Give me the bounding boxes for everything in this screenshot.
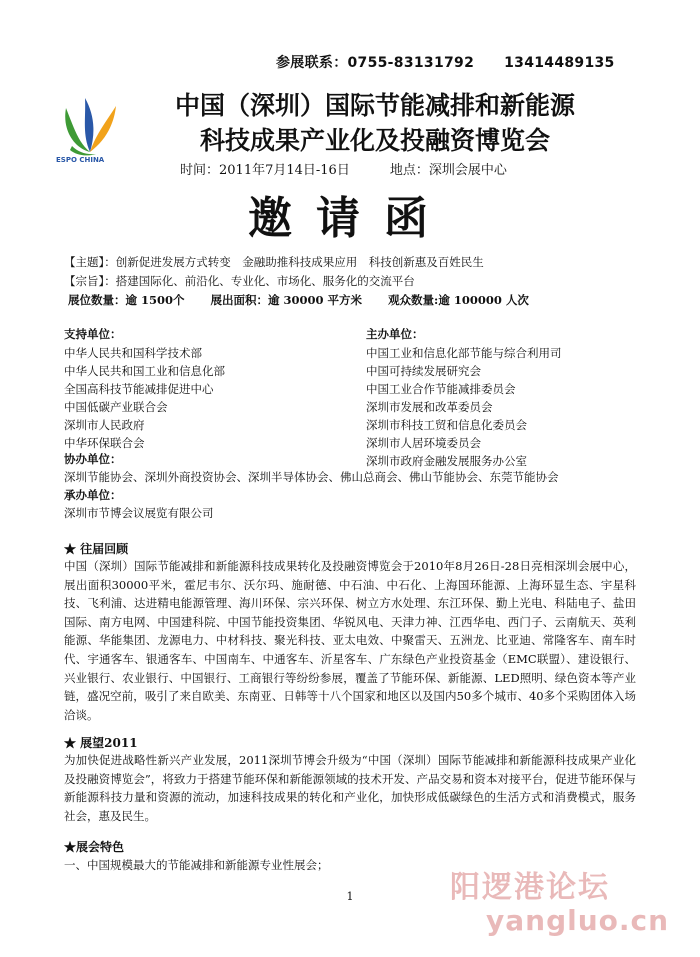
exhibit-contact — [276, 52, 615, 72]
stats-line — [68, 292, 529, 308]
host-item: 深圳市政府金融发展服务办公室 — [366, 454, 527, 468]
review-heading: ★ 往届回顾 — [64, 542, 129, 556]
visitors-value: 逾 100000 人次 — [438, 293, 529, 307]
organizer-text: 深圳市节博会议展览有限公司 — [64, 506, 214, 520]
host-item: 深圳市发展和改革委员会 — [366, 400, 493, 414]
espo-china-logo — [52, 88, 130, 168]
host-item: 深圳市人居环境委员会 — [366, 436, 481, 450]
booths-label: 展位数量： — [68, 293, 126, 307]
hosts-heading: 主办单位： — [366, 327, 424, 341]
area-value: 逾 30000 平方米 — [268, 293, 363, 307]
co-organizers-text: 深圳节能协会、深圳外商投资协会、深圳半导体协会、佛山总商会、佛山节能协会、东莞节能协会 — [64, 470, 559, 484]
supporter-item: 中华人民共和国工业和信息化部 — [64, 364, 225, 378]
page-number: 1 — [346, 890, 354, 903]
supporter-item: 中国低碳产业联合会 — [64, 400, 168, 414]
outlook-heading: ★ 展望2011 — [64, 736, 138, 750]
booths-value: 逾 1500个 — [125, 293, 185, 307]
theme-line: 【主题】：创新促进发展方式转变 金融助推科技成果应用 科技创新惠及百姓民生 — [64, 255, 484, 269]
visitors-label: 观众数量: — [388, 293, 439, 307]
features-heading: ★展会特色 — [64, 840, 125, 854]
co-organizers-heading: 协办单位： — [64, 452, 122, 466]
host-item: 中国可持续发展研究会 — [366, 364, 481, 378]
organizer-heading: 承办单位： — [64, 488, 122, 502]
logo-text: ESPO CHINA — [56, 156, 105, 164]
watermark-domain: yangluo.cn — [486, 904, 670, 937]
supporter-item: 中华人民共和国科学技术部 — [64, 346, 202, 360]
supporter-item: 中华环保联合会 — [64, 436, 145, 450]
supporter-item: 全国高科技节能减排促进中心 — [64, 382, 214, 396]
host-item: 中国工业和信息化部节能与综合利用司 — [366, 346, 562, 360]
time-location — [180, 159, 507, 178]
invitation-title: 邀请函 — [248, 193, 452, 244]
expo-location: 地点：深圳会展中心 — [389, 163, 507, 178]
expo-time: 时间：2011年7月14日-16日 — [180, 163, 350, 178]
contact-label: 参展联系：0755-83131792 — [276, 55, 475, 71]
host-item: 中国工业合作节能减排委员会 — [366, 382, 516, 396]
supporters-heading: 支持单位： — [64, 327, 122, 341]
supporter-item: 深圳市人民政府 — [64, 418, 145, 432]
area-label: 展出面积： — [210, 293, 269, 307]
features-item-1: 一、中国规模最大的节能减排和新能源专业性展会； — [64, 858, 329, 872]
outlook-paragraph: 为加快促进战略性新兴产业发展，2011深圳节博会升级为“中国（深圳）国际节能减排和新能源科技成果产业化及投融资博览会”，将致力于搭建节能环保和新能源领域的技术开发、产品交易和资本对接平台，促进节能环保与新能源科技力量和资源的流动，加速科技成果的转化和产业化，加快形成低碳绿色的生活方式和消费模式，服务社会，惠及民生。 — [64, 753, 636, 823]
contact-phone-2: 13414489135 — [504, 55, 615, 71]
purpose-line: 【宗旨】：搭建国际化、前沿化、专业化、市场化、服务化的交流平台 — [64, 274, 415, 288]
watermark-chinese: 阳逻港论坛 — [450, 870, 610, 905]
expo-title-line-1: 中国（深圳）国际节能减排和新能源 — [174, 91, 575, 120]
review-paragraph: 中国（深圳）国际节能减排和新能源科技成果转化及投融资博览会于2010年8月26日-28日亮相深圳会展中心，展出面积30000平米，霍尼韦尔、沃尔玛、施耐德、中石油、中石化、上海国环能源、上海环显生态、宇星科技、飞利浦、达进精电能源管理、海川环保、宗兴环保、树立方水处理、东江环保、勤上光电、科陆电子、盐田国际、南方电网、中国建科院、中国节能投资集团、华锐风电、天津力神、江西华电、西门子、云南航天、英利能源、华能集团、龙源电力、中材科技、聚光科技、亚太电效、中聚雷天、五洲龙、比亚迪、常隆客车、南车时代、宇通客车、银通客车、中国南车、中通客车、沂星客车、广东绿色产业投资基金（EMC联盟）、建设银行、兴业银行、农业银行、中国银行、工商银行等纷纷参展，覆盖了节能环保、新能源、LED照明、绿色资本等产业链，盛况空前，吸引了来自欧美、东南亚、日韩等十八个国家和地区以及国内50多个城市、40多个采购团体入场洽谈。 — [64, 559, 636, 722]
host-item: 深圳市科技工贸和信息化委员会 — [366, 418, 527, 432]
expo-title-line-2: 科技成果产业化及投融资博览会 — [199, 126, 550, 155]
